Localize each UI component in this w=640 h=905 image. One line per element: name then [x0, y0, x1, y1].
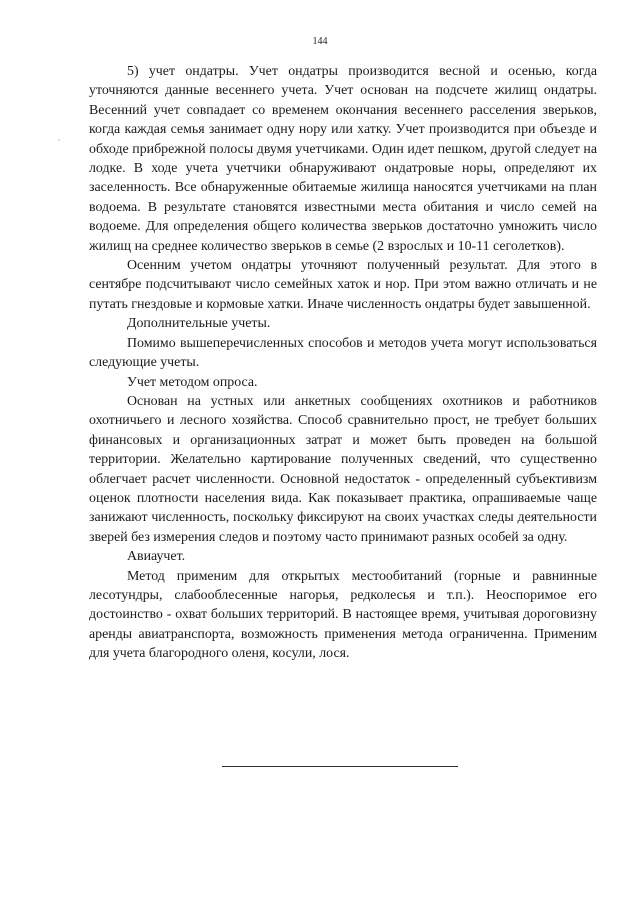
heading-survey-method: Учет методом опроса.	[127, 374, 258, 390]
page-number: 144	[312, 36, 328, 47]
heading-additional-counts: Дополнительные учеты.	[127, 316, 271, 332]
body-text	[89, 62, 597, 664]
paragraph-additional-intro: Помимо вышеперечисленных способов и методов учета могут использоваться следующие учеты.	[89, 335, 597, 371]
paragraph-muskrat-count: 5) учет ондатры. Учет ондатры производится весной и осенью, когда уточняются данные весеннего учета. Учет основан на подсчете жилищ ондатры. Весенний учет совпадает со временем окончания весеннего расселения зверьков, когда каждая семья занимает одну нору или хатку. Учет производится при объезде и обходе прибрежной полосы двумя учетчиками. Один идет пешком, другой следует на лодке. В ходе учета учетчики обнаруживают ондатровые норы, определяют их заселенность. Все обнаруженные обитаемые жилища наносятся учетчиками на план водоема. В результате становятся известными места обитания и число семей на водоеме. Для определения общего количества зверьков достаточно умножить число жилищ на среднее количество зверьков в семье (2 взрослых и 10-11 сеголетков).	[89, 64, 597, 254]
paragraph-survey-method: Основан на устных или анкетных сообщениях охотников и работников охотничьего и лесного хозяйства. Способ сравнительно прост, не требует больших финансовых и организационных затрат и может быть проведен на большой территории. Желательно картирование полученных сведений, что существенно облегчает расчет численности. Основной недостаток - определенный субъективизм оценок плотности населения вида. Как показывает практика, опрашиваемые чаще занижают численность, поскольку фиксируют на своих участках следы деятельности зверей без измерения следов и поэтому часто принимают разных особей за одну.	[89, 393, 597, 545]
heading-aerial-count: Авиаучет.	[127, 549, 186, 565]
paragraph-autumn-count: Осенним учетом ондатры уточняют полученный результат. Для этого в сентябре подсчитывают число семейных хаток и нор. При этом важно отличать и не путать гнездовые и кормовые хатки. Иначе численность ондатры будет завышенной.	[89, 258, 597, 312]
scan-mark: ˌ	[54, 130, 62, 143]
paragraph-aerial-count: Метод применим для открытых местообитаний (горные и равнинные лесотундры, слабооблесенные нагорья, редколесья и т.п.). Неоспоримое его достоинство - охват больших территорий. В настоящее время, учитывая дороговизну аренды авиатранспорта, возможность применения метода ограниченна. Применим для учета благородного оленя, косули, лося.	[89, 568, 597, 662]
end-rule	[222, 766, 458, 767]
